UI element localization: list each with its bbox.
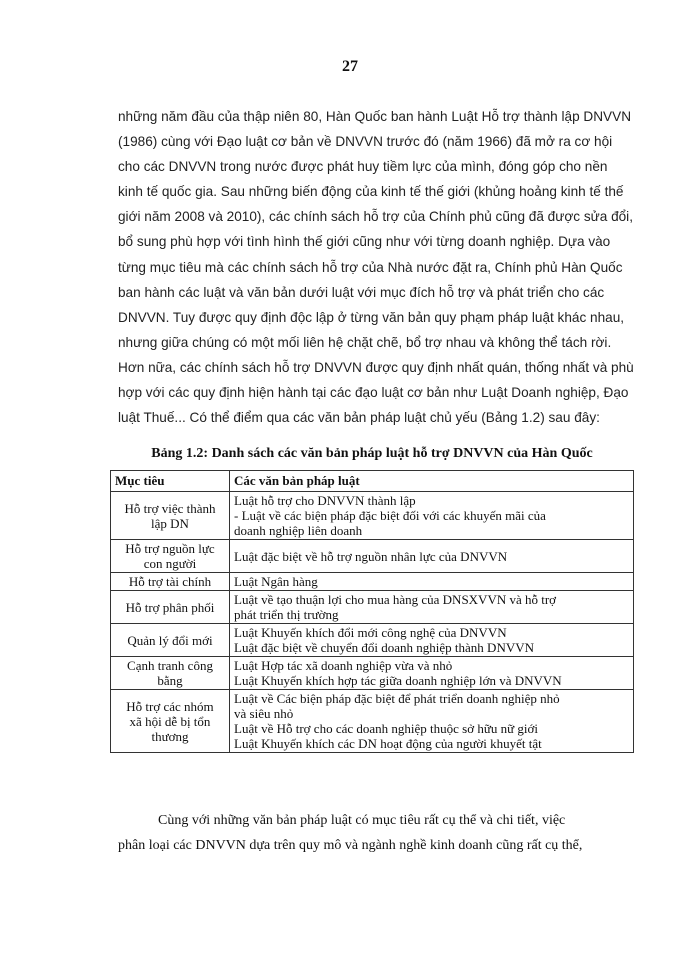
paragraph-line: hợp với các quy định hiện hành tại các đạo luật cơ bản như Luật Doanh nghiệp, Đạo [118,385,629,401]
goal-line: thương [151,728,189,744]
doc-line: Luật Ngân hàng [234,574,318,589]
goal-line: con người [143,556,197,571]
table-row [111,573,634,591]
docs-cell [230,657,634,690]
goal-line: xã hội dễ bị tổn [129,713,211,729]
goal-cell [111,624,230,657]
doc-line: Luật Khuyến khích đổi mới công nghệ của DNVVN [234,625,507,640]
goal-line: bằng [157,673,183,688]
doc-line: Luật về tạo thuận lợi cho mua hàng của DNSXVVN và hỗ trợ [234,592,557,607]
goal-line: Hỗ trợ phân phối [125,599,215,615]
goal-line: lập DN [151,515,189,531]
doc-line: Luật hỗ trợ cho DNVVN thành lập [234,493,416,508]
goal-line: Hỗ trợ nguồn lực [125,541,215,556]
paragraph-line: Hơn nữa, các chính sách hỗ trợ DNVVN được quy định nhất quán, thống nhất và phù [118,359,634,375]
paragraph-line: bổ sung phù hợp với tình hình thế giới cũng như với từng doanh nghiệp. Dựa vào [118,234,611,250]
doc-line: doanh nghiệp liên doanh [234,523,363,538]
table-row [111,657,634,690]
header-goal: Mục tiêu [111,471,230,492]
table-header-row [111,471,634,492]
header-docs: Các văn bản pháp luật [230,471,634,492]
goal-cell [111,657,230,690]
doc-line: Luật đặc biệt về hỗ trợ nguồn nhân lực của DNVVN [234,548,508,564]
doc-line: Luật về Hỗ trợ cho các doanh nghiệp thuộc sở hữu nữ giới [234,721,539,736]
goal-cell [111,591,230,624]
goal-line: Hỗ trợ việc thành [124,500,216,516]
table-row [111,624,634,657]
body-paragraph [118,104,634,430]
paragraph-line: DNVVN. Tuy được quy định độc lập ở từng văn bản quy phạm pháp luật khác nhau, [118,309,625,325]
paragraph-line: kinh tế quốc gia. Sau những biến động của kinh tế thế giới (khủng hoảng kinh tế thế [118,184,624,200]
table-row [111,492,634,540]
docs-cell [230,591,634,624]
goal-line: Hỗ trợ tài chính [128,574,212,589]
closing-line: phân loại các DNVVN dựa trên quy mô và ngành nghề kinh doanh cũng rất cụ thể, [118,838,583,853]
doc-line: Luật Khuyến khích các DN hoạt động của người khuyết tật [234,736,542,751]
doc-line: Luật về Các biện pháp đặc biệt để phát triển doanh nghiệp nhỏ [234,691,560,706]
table-caption: Bảng 1.2: Danh sách các văn bản pháp luật hỗ trợ DNVVN của Hàn Quốc [151,446,593,461]
paragraph-line: (1986) cùng với Đạo luật cơ bản về DNVVN trước đó (năm 1966) đã mở ra cơ hội [118,134,613,150]
doc-line: - Luật về các biện pháp đặc biệt đối với các khuyến mãi của [234,508,546,523]
paragraph-line: cho các DNVVN trong nước được phát huy tiềm lực của mình, đóng góp cho nền [118,159,608,175]
paragraph-line: ban hành các luật và văn bản dưới luật với mục đích hỗ trợ và phát triển cho các [118,284,605,300]
doc-line: Luật đặc biệt về chuyển đổi doanh nghiệp thành DNVVN [234,640,535,655]
docs-cell [230,573,634,591]
goal-line: Quản lý đổi mới [127,632,213,648]
page-number: 27 [342,58,358,75]
closing-line: Cùng với những văn bản pháp luật có mục tiêu rất cụ thể và chi tiết, việc [158,813,566,828]
goal-cell [111,690,230,753]
doc-line: phát triển thị trường [234,607,339,622]
paragraph-line: những năm đầu của thập niên 80, Hàn Quốc ban hành Luật Hỗ trợ thành lập DNVVN [118,109,632,124]
doc-line: và siêu nhỏ [234,706,294,721]
goal-cell [111,573,230,591]
goal-cell [111,492,230,540]
paragraph-line: nhưng giữa chúng có một mối liên hệ chặt chẽ, bổ trợ nhau và không thể tách rời. [118,334,612,350]
goal-line: Hỗ trợ các nhóm [126,698,214,714]
table-row [111,690,634,753]
goal-line: Cạnh tranh công [127,658,213,673]
paragraph-line: giới năm 2008 và 2010), các chính sách hỗ trợ của Chính phủ cũng đã được sửa đổi, [118,209,633,225]
table-row [111,540,634,573]
closing-paragraph [118,808,630,858]
paragraph-line: từng mục tiêu mà các chính sách hỗ trợ của Nhà nước đặt ra, Chính phủ Hàn Quốc [118,259,623,275]
goal-cell [111,540,230,573]
paragraph-line: luật Thuế... Có thể điểm qua các văn bản pháp luật chủ yếu (Bảng 1.2) sau đây: [118,410,600,426]
docs-cell [230,624,634,657]
doc-line: Luật Hợp tác xã doanh nghiệp vừa và nhỏ [234,658,453,673]
docs-cell [230,690,634,753]
laws-table [110,470,634,753]
table-row [111,591,634,624]
doc-line: Luật Khuyến khích hợp tác giữa doanh nghiệp lớn và DNVVN [234,673,562,688]
docs-cell [230,540,634,573]
docs-cell [230,492,634,540]
